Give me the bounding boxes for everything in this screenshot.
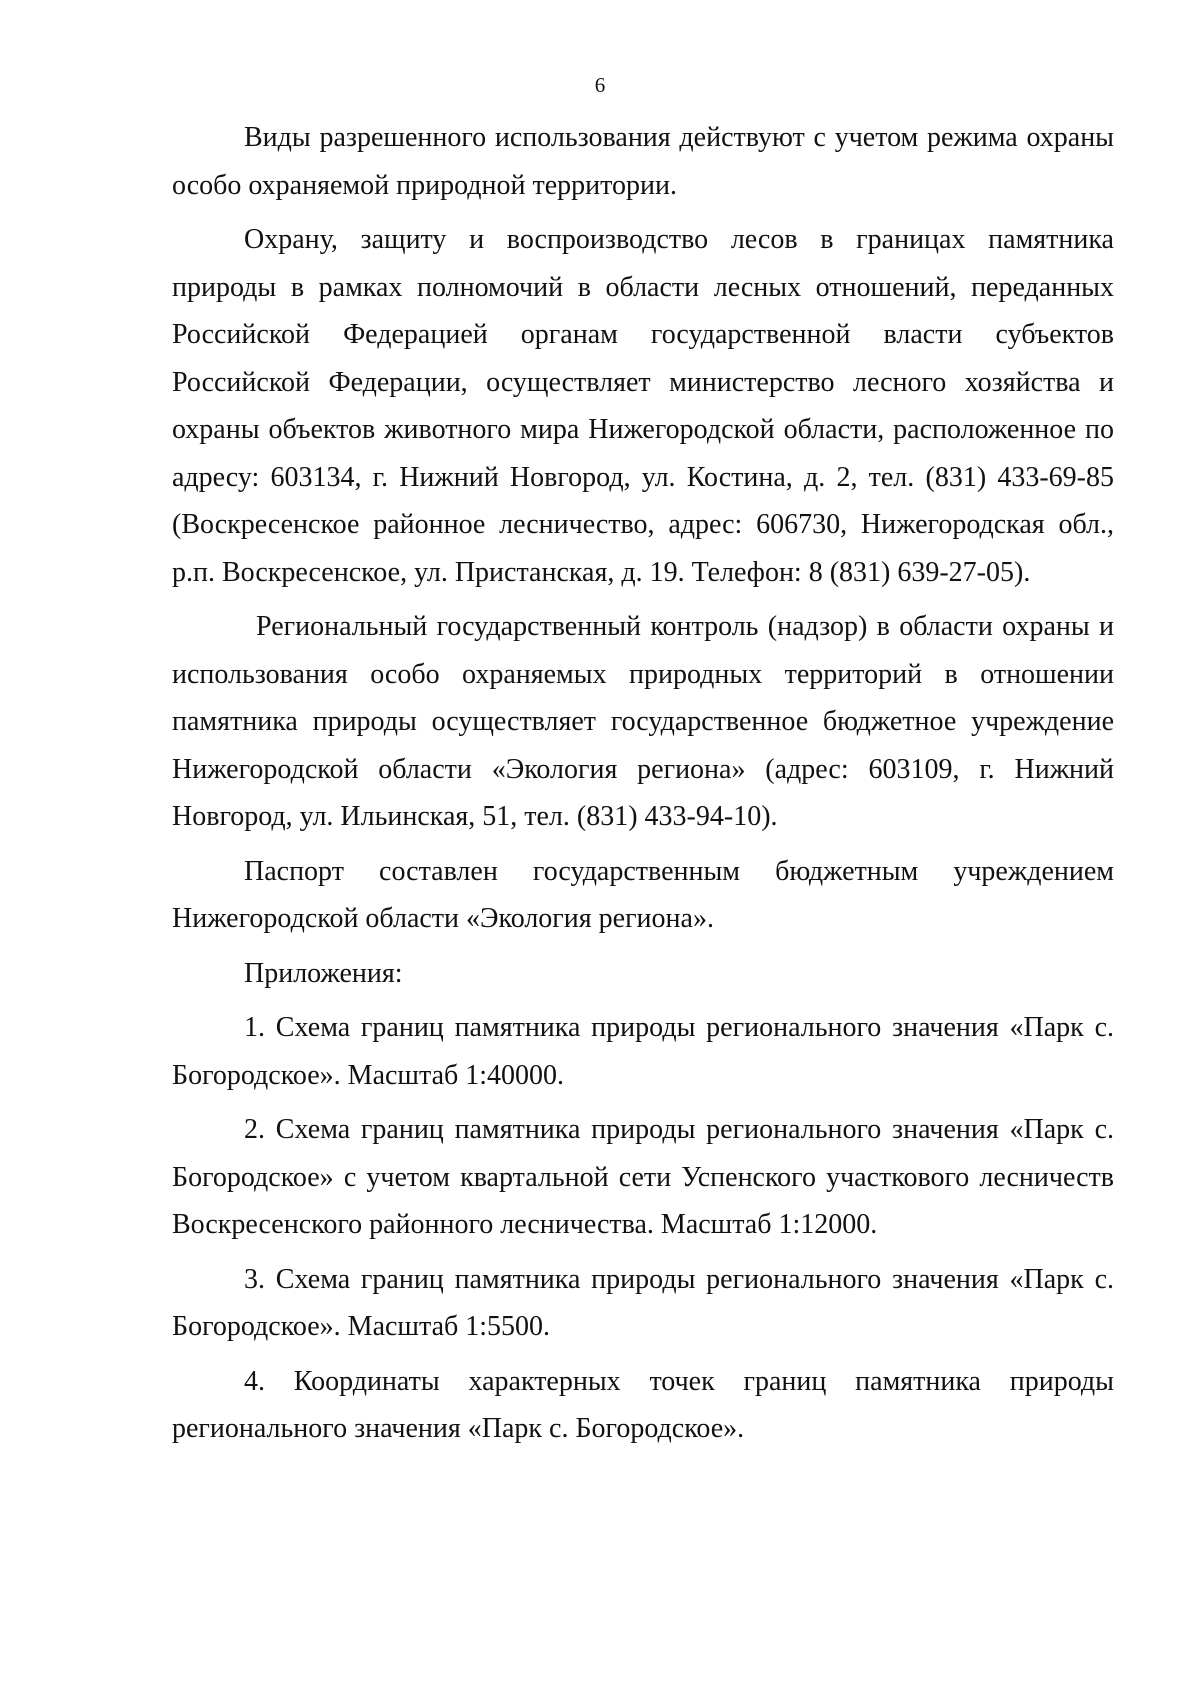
paragraph-permitted-use: Виды разрешенного использования действуют с учетом режима охраны особо охраняемой природной территории. (172, 122, 1114, 201)
paragraph-forest-protection: Охрану, защиту и воспроизводство лесов в границах памятника природы в рамках полномочий в области лесных отношений, переданных Российской Федерацией органам государственной власти субъектов Российской Федерации, осуществляет министерство лесного хозяйства и охраны объектов животного мира Нижегородской области, расположенное по адресу: 603134, г. Нижний Новгород, ул. Костина, д. 2, тел. (831) 433-69-85 (Воскресенское районное лесничество, адрес: 606730, Нижегородская обл., р.п. Воскресенское, ул. Пристанская, д. 19. Телефон: 8 (831) 639-27-05). (172, 224, 1114, 588)
appendix-item-3: 3. Схема границ памятника природы регионального значения «Парк с. Богородское». Масштаб 1:5500. (172, 1263, 1114, 1342)
page-number: 6 (594, 73, 606, 97)
document-body (172, 114, 1114, 1460)
paragraph-state-control: Региональный государственный контроль (надзор) в области охраны и использования особо охраняемых природных территорий в отношении памятника природы осуществляет государственное бюджетное учреждение Нижегородской области «Экология региона» (адрес: 603109, г. Нижний Новгород, ул. Ильинская, 51, тел. (831) 433-94-10). (172, 611, 1114, 832)
paragraph-passport-author: Паспорт составлен государственным бюджетным учреждением Нижегородской области «Экология региона». (172, 855, 1114, 934)
appendices-heading: Приложения: (244, 957, 403, 989)
appendix-item-4: 4. Координаты характерных точек границ памятника природы регионального значения «Парк с. Богородское». (172, 1365, 1114, 1444)
appendix-item-2: 2. Схема границ памятника природы регионального значения «Парк с. Богородское» с учетом квартальной сети Успенского участкового лесничеств Воскресенского районного лесничества. Масштаб 1:12000. (172, 1114, 1114, 1240)
appendix-item-1: 1. Схема границ памятника природы регионального значения «Парк с. Богородское». Масштаб 1:40000. (172, 1012, 1114, 1091)
